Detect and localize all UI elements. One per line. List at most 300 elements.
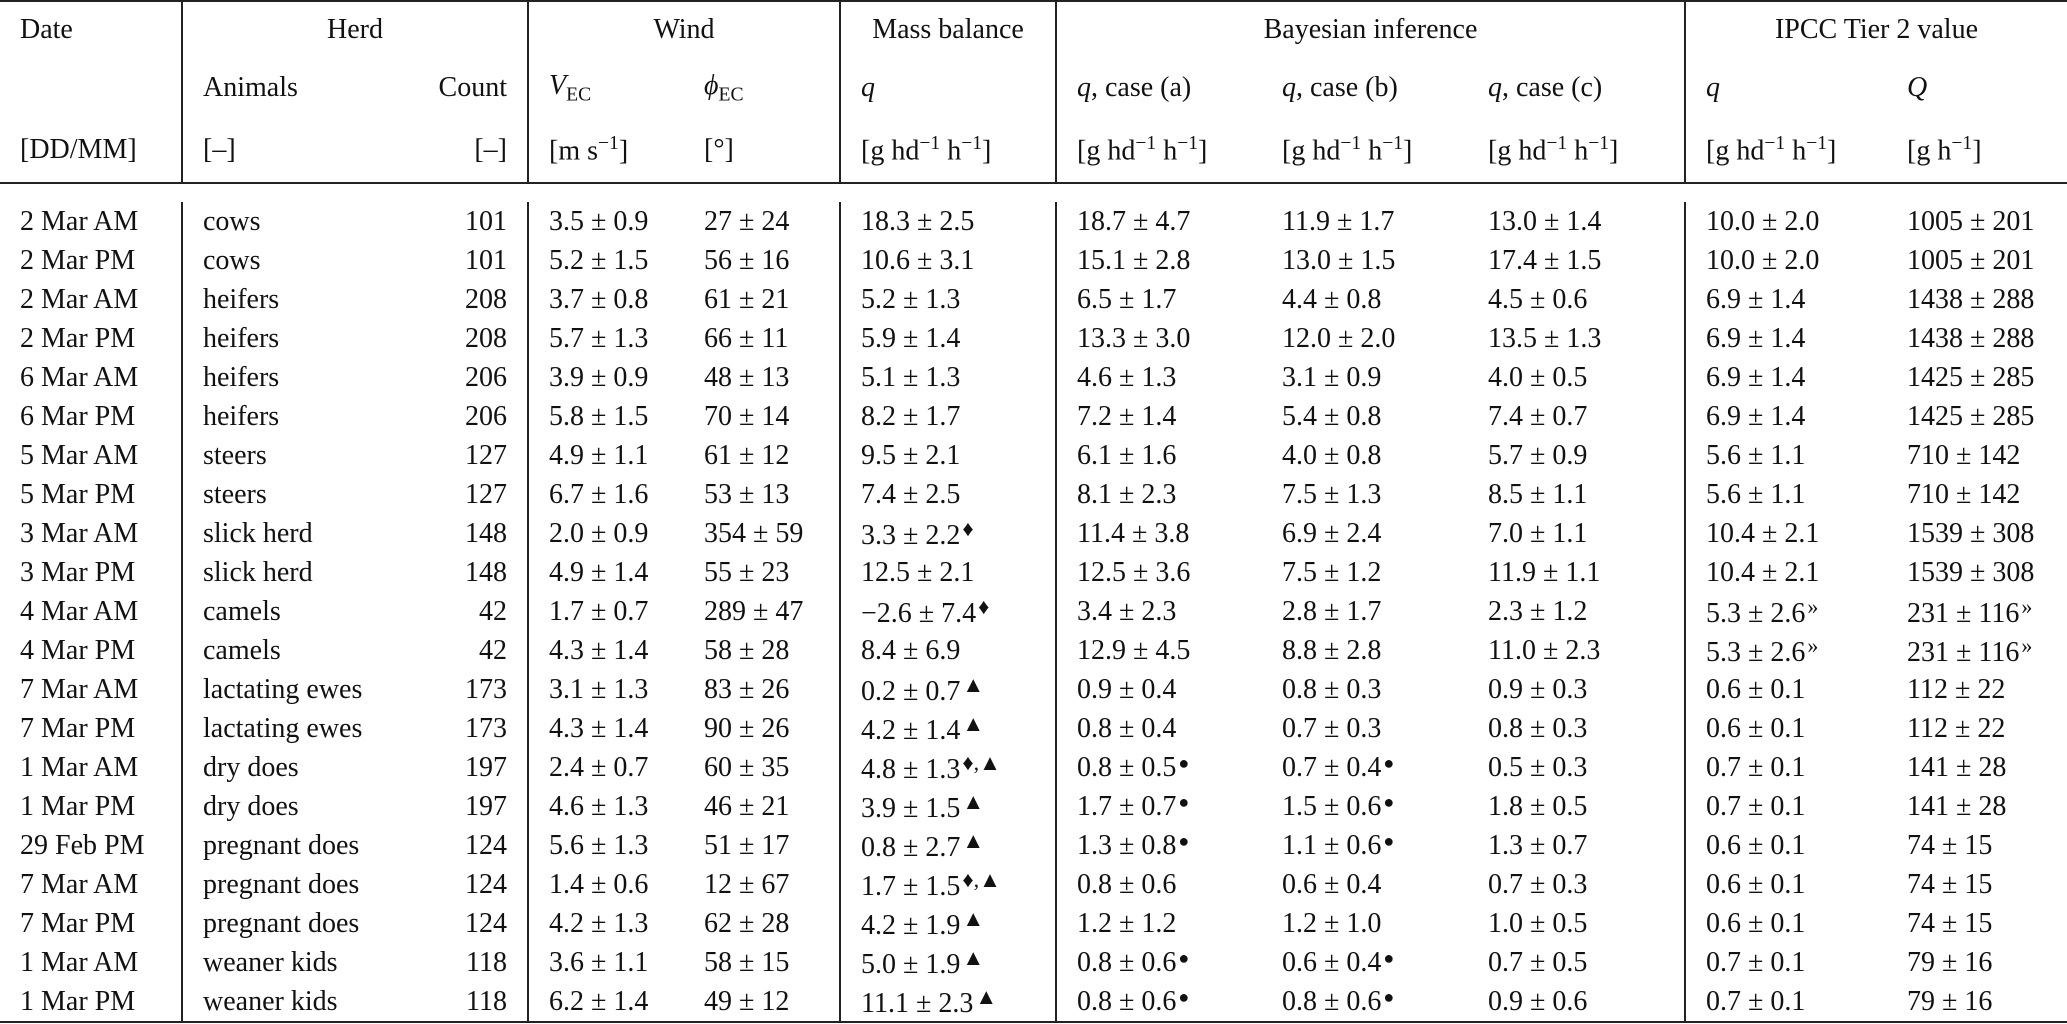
cell-value: 1 Mar PM (20, 985, 136, 1017)
cell-value: 4.4 ± 0.8 (1282, 283, 1382, 315)
cell-Q (1887, 319, 2067, 358)
cell-count (410, 631, 528, 670)
cell-value: 11.9 ± 1.1 (1488, 556, 1601, 588)
cell-value: 6.7 ± 1.6 (549, 478, 649, 510)
cell-phi (684, 436, 840, 475)
cell-q (1685, 280, 1887, 319)
cell-count (410, 397, 528, 436)
cell-value: 12.5 ± 2.1 (861, 556, 975, 588)
cell-c (1468, 826, 1685, 865)
table-row (0, 514, 2067, 553)
cell-count (410, 826, 528, 865)
footnote-mark: ● (1178, 752, 1190, 773)
cell-phi (684, 670, 840, 709)
table-row (0, 280, 2067, 319)
cell-a (1056, 280, 1262, 319)
cell-animals (182, 319, 410, 358)
cell-value: 13.0 ± 1.5 (1282, 244, 1396, 276)
unit-exp: −1 (1177, 132, 1199, 154)
cell-value: 74 ± 15 (1907, 907, 1993, 939)
cell-value: 0.8 ± 0.6 (1077, 985, 1177, 1017)
cell-phi (684, 748, 840, 787)
footnote-mark: ♦,▲ (962, 866, 1001, 892)
cell-Q (1887, 904, 2067, 943)
cell-value: 1438 ± 288 (1907, 322, 2035, 354)
cell-value: 0.7 ± 0.1 (1706, 946, 1806, 978)
table-row (0, 475, 2067, 514)
cell-value: 208 (465, 322, 507, 354)
cell-value: cows (203, 244, 261, 276)
unit-ipcc-q (1685, 118, 1887, 183)
unit-part: [g hd (1706, 135, 1765, 167)
header-mass-balance: Mass balance (840, 2, 1056, 58)
cell-phi (684, 553, 840, 592)
cell-b (1262, 670, 1468, 709)
cell-a (1056, 202, 1262, 241)
cell-value: 2 Mar AM (20, 205, 139, 237)
cell-value: 42 (479, 595, 507, 627)
unit-part: ] (1972, 135, 1982, 167)
cell-mb (840, 631, 1056, 670)
cell-value: 5.0 ± 1.9 (861, 948, 961, 980)
header-count: Count (438, 72, 507, 103)
cell-c (1468, 748, 1685, 787)
cell-value: 141 ± 28 (1907, 751, 2007, 783)
cell-Q (1887, 670, 2067, 709)
cell-count (410, 358, 528, 397)
cell-q (1685, 241, 1887, 280)
cell-value: 4.8 ± 1.3 (861, 753, 961, 785)
cell-value: 3.6 ± 1.1 (549, 946, 649, 978)
cell-c (1468, 202, 1685, 241)
cell-mb (840, 826, 1056, 865)
unit-animals: [–] (182, 118, 410, 183)
unit-exp: −1 (1340, 132, 1362, 154)
cell-value: 0.7 ± 0.4 (1282, 751, 1382, 783)
cell-count (410, 280, 528, 319)
unit-part: ] (982, 135, 992, 167)
cell-date (0, 397, 182, 436)
cell-value: heifers (203, 361, 280, 393)
cell-date (0, 709, 182, 748)
cell-c (1468, 553, 1685, 592)
cell-c (1468, 475, 1685, 514)
cell-b (1262, 904, 1468, 943)
cell-value: 4.9 ± 1.4 (549, 556, 649, 588)
table-row (0, 670, 2067, 709)
cell-v (528, 943, 684, 982)
unit-exp: −1 (1764, 132, 1786, 154)
footnote-mark: ▲ (962, 788, 985, 814)
cell-date (0, 670, 182, 709)
cell-a (1056, 553, 1262, 592)
cell-value: 1539 ± 308 (1907, 517, 2035, 549)
cell-v (528, 631, 684, 670)
cell-animals (182, 748, 410, 787)
cell-value: 6.1 ± 1.6 (1077, 439, 1177, 471)
header-ipcc-Q (1887, 58, 2067, 118)
cell-value: 3.4 ± 2.3 (1077, 595, 1177, 627)
cell-value: 5.7 ± 1.3 (549, 322, 649, 354)
cell-value: camels (203, 634, 281, 666)
cell-a (1056, 670, 1262, 709)
cell-b (1262, 709, 1468, 748)
cell-value: heifers (203, 400, 280, 432)
unit-count: [–] (474, 134, 507, 165)
cell-v (528, 865, 684, 904)
cell-value: 12.9 ± 4.5 (1077, 634, 1191, 666)
unit-ipcc-Q (1887, 118, 2067, 183)
unit-part: [g hd (1077, 135, 1136, 167)
cell-value: weaner kids (203, 985, 338, 1017)
cell-value: 9.5 ± 2.1 (861, 439, 961, 471)
cell-value: 5.3 ± 2.6 (1706, 636, 1806, 668)
cell-a (1056, 397, 1262, 436)
cell-phi (684, 358, 840, 397)
cell-value: 12.5 ± 3.6 (1077, 556, 1191, 588)
cell-date (0, 280, 182, 319)
cell-animals (182, 787, 410, 826)
cell-value: 710 ± 142 (1907, 478, 2021, 510)
cell-value: 29 Feb PM (20, 829, 145, 861)
cell-value: 7.4 ± 0.7 (1488, 400, 1588, 432)
unit-part: h (1361, 135, 1383, 167)
unit-part: ] (1609, 135, 1619, 167)
cell-value: 6 Mar PM (20, 400, 136, 432)
Q-symbol: Q (1907, 72, 1928, 103)
cell-date (0, 358, 182, 397)
cell-value: 206 (465, 400, 507, 432)
cell-value: 354 ± 59 (704, 517, 804, 549)
cell-value: 4.2 ± 1.4 (861, 714, 961, 746)
cell-count (410, 709, 528, 748)
table-row (0, 982, 2067, 1022)
cell-value: 197 (465, 790, 507, 822)
cell-value: 62 ± 28 (704, 907, 790, 939)
unit-part: ] (1403, 135, 1413, 167)
cell-value: 11.1 ± 2.3 (861, 987, 974, 1019)
unit-part: [g hd (1282, 135, 1341, 167)
cell-value: 3 Mar AM (20, 517, 139, 549)
table-row (0, 865, 2067, 904)
cell-date (0, 982, 182, 1022)
v-symbol: V (549, 69, 567, 101)
cell-mb (840, 475, 1056, 514)
cell-b (1262, 943, 1468, 982)
cell-value: 1 Mar AM (20, 751, 139, 783)
cell-value: 0.9 ± 0.6 (1488, 985, 1588, 1017)
cell-Q (1887, 436, 2067, 475)
cell-value: 56 ± 16 (704, 244, 790, 276)
cell-value: 5.6 ± 1.3 (549, 829, 649, 861)
cell-value: 61 ± 12 (704, 439, 790, 471)
footnote-mark: ● (1178, 947, 1190, 968)
cell-value: 101 (465, 244, 507, 276)
case-c-label: , case (c) (1502, 72, 1603, 103)
cell-a (1056, 904, 1262, 943)
cell-a (1056, 475, 1262, 514)
cell-a (1056, 592, 1262, 631)
cell-value: 1.2 ± 1.0 (1282, 907, 1382, 939)
cell-value: 1.3 ± 0.7 (1488, 829, 1588, 861)
cell-phi (684, 397, 840, 436)
cell-value: 3.7 ± 0.8 (549, 283, 649, 315)
cell-value: 11.0 ± 2.3 (1488, 634, 1601, 666)
footnote-mark: ▲ (962, 905, 985, 931)
cell-value: 61 ± 21 (704, 283, 790, 315)
cell-count (410, 553, 528, 592)
cell-value: 17.4 ± 1.5 (1488, 244, 1602, 276)
header-case-a (1056, 58, 1262, 118)
cell-mb (840, 982, 1056, 1022)
cell-value: 2.4 ± 0.7 (549, 751, 649, 783)
table-row (0, 553, 2067, 592)
cell-value: 2 Mar PM (20, 244, 136, 276)
cell-value: 0.8 ± 0.6 (1077, 946, 1177, 978)
cell-count (410, 943, 528, 982)
cell-b (1262, 475, 1468, 514)
cell-b (1262, 202, 1468, 241)
cell-b (1262, 982, 1468, 1022)
header-ipcc: IPCC Tier 2 value (1685, 2, 2067, 58)
cell-value: 4.5 ± 0.6 (1488, 283, 1588, 315)
footnote-mark: ▲ (962, 827, 985, 853)
cell-value: 60 ± 35 (704, 751, 790, 783)
cell-b (1262, 553, 1468, 592)
cell-value: 1005 ± 201 (1907, 205, 2035, 237)
cell-value: 2.0 ± 0.9 (549, 517, 649, 549)
cell-Q (1887, 982, 2067, 1022)
cell-animals (182, 436, 410, 475)
cell-value: 2 Mar PM (20, 322, 136, 354)
cell-animals (182, 709, 410, 748)
q-symbol: q (1077, 72, 1091, 103)
table-row (0, 358, 2067, 397)
cell-value: 4.2 ± 1.9 (861, 909, 961, 941)
unit-exp: −1 (1135, 132, 1157, 154)
cell-value: 3.3 ± 2.2 (861, 519, 961, 551)
cell-value: dry does (203, 790, 299, 822)
cell-c (1468, 358, 1685, 397)
cell-q (1685, 865, 1887, 904)
cell-value: 6.9 ± 2.4 (1282, 517, 1382, 549)
footnote-mark: ● (1178, 791, 1190, 812)
cell-b (1262, 319, 1468, 358)
cell-value: 5.2 ± 1.3 (861, 283, 961, 315)
cell-b (1262, 436, 1468, 475)
cell-value: 2.8 ± 1.7 (1282, 595, 1382, 627)
cell-value: 112 ± 22 (1907, 673, 2006, 705)
cell-q (1685, 709, 1887, 748)
table-row (0, 943, 2067, 982)
cell-v (528, 358, 684, 397)
cell-a (1056, 319, 1262, 358)
cell-mb (840, 241, 1056, 280)
cell-value: 0.7 ± 0.3 (1282, 712, 1382, 744)
cell-value: 5.1 ± 1.3 (861, 361, 961, 393)
cell-b (1262, 514, 1468, 553)
cell-v (528, 436, 684, 475)
cell-value: 7 Mar PM (20, 907, 136, 939)
header-wind: Wind (528, 2, 840, 58)
cell-date (0, 514, 182, 553)
cell-count (410, 241, 528, 280)
cell-value: 18.3 ± 2.5 (861, 205, 975, 237)
cell-value: 1.7 ± 1.5 (861, 870, 961, 902)
cell-date (0, 475, 182, 514)
cell-animals (182, 514, 410, 553)
cell-value: slick herd (203, 556, 313, 588)
cell-value: 0.8 ± 0.3 (1282, 673, 1382, 705)
cell-c (1468, 280, 1685, 319)
cell-q (1685, 592, 1887, 631)
cell-value: 6.9 ± 1.4 (1706, 322, 1806, 354)
cell-value: 118 (466, 985, 507, 1017)
table-row (0, 748, 2067, 787)
header-sub-row (0, 58, 2067, 118)
cell-v (528, 397, 684, 436)
cell-value: 0.6 ± 0.4 (1282, 946, 1382, 978)
cell-value: 148 (465, 556, 507, 588)
cell-value: 0.8 ± 2.7 (861, 831, 961, 863)
cell-value: 11.9 ± 1.7 (1282, 205, 1395, 237)
unit-date: [DD/MM] (20, 134, 137, 165)
cell-mb (840, 202, 1056, 241)
cell-v (528, 670, 684, 709)
cell-value: 13.0 ± 1.4 (1488, 205, 1602, 237)
cell-c (1468, 241, 1685, 280)
cell-c (1468, 943, 1685, 982)
cell-count (410, 514, 528, 553)
cell-value: 148 (465, 517, 507, 549)
header-v-ec (528, 58, 684, 118)
cell-value: 127 (465, 478, 507, 510)
cell-q (1685, 553, 1887, 592)
header-ipcc-q (1685, 58, 1887, 118)
footnote-mark: ♦ (978, 593, 990, 619)
cell-q (1685, 748, 1887, 787)
cell-value: 710 ± 142 (1907, 439, 2021, 471)
header-herd: Herd (182, 2, 528, 58)
cell-animals (182, 202, 410, 241)
cell-animals (182, 943, 410, 982)
cell-value: 0.7 ± 0.1 (1706, 751, 1806, 783)
cell-b (1262, 865, 1468, 904)
unit-exp: −1 (961, 132, 983, 154)
cell-c (1468, 709, 1685, 748)
cell-value: 10.0 ± 2.0 (1706, 205, 1820, 237)
cell-q (1685, 670, 1887, 709)
cell-value: 197 (465, 751, 507, 783)
cell-value: 1.8 ± 0.5 (1488, 790, 1588, 822)
cell-animals (182, 631, 410, 670)
cell-value: dry does (203, 751, 299, 783)
cell-mb (840, 514, 1056, 553)
cell-b (1262, 241, 1468, 280)
cell-c (1468, 397, 1685, 436)
cell-a (1056, 358, 1262, 397)
cell-value: 0.2 ± 0.7 (861, 675, 961, 707)
cell-value: 7.5 ± 1.3 (1282, 478, 1382, 510)
table-row (0, 826, 2067, 865)
header-animals: Animals (182, 58, 410, 118)
cell-animals (182, 475, 410, 514)
cell-value: 42 (479, 634, 507, 666)
cell-mb (840, 592, 1056, 631)
table-row (0, 709, 2067, 748)
cell-value: 124 (465, 907, 507, 939)
cell-value: 83 ± 26 (704, 673, 790, 705)
cell-mb (840, 787, 1056, 826)
unit-v (528, 118, 684, 183)
table-row (0, 436, 2067, 475)
cell-v (528, 709, 684, 748)
cell-mb (840, 358, 1056, 397)
cell-value: 5.6 ± 1.1 (1706, 439, 1806, 471)
footnote-mark: » (2021, 593, 2033, 619)
cell-c (1468, 592, 1685, 631)
cell-value: 0.6 ± 0.1 (1706, 868, 1806, 900)
cell-mb (840, 436, 1056, 475)
footnote-mark: ● (1178, 830, 1190, 851)
cell-value: 3.9 ± 1.5 (861, 792, 961, 824)
cell-value: 6.5 ± 1.7 (1077, 283, 1177, 315)
cell-value: lactating ewes (203, 712, 363, 744)
cell-value: 0.6 ± 0.4 (1282, 868, 1382, 900)
footnote-mark: ● (1383, 752, 1395, 773)
cell-count (410, 904, 528, 943)
cell-a (1056, 787, 1262, 826)
cell-value: weaner kids (203, 946, 338, 978)
cell-v (528, 241, 684, 280)
cell-value: 1438 ± 288 (1907, 283, 2035, 315)
cell-date (0, 787, 182, 826)
unit-exp: −1 (1546, 132, 1568, 154)
cell-mb (840, 709, 1056, 748)
cell-value: 7 Mar AM (20, 673, 139, 705)
footnote-mark: » (1807, 593, 1819, 619)
cell-q (1685, 319, 1887, 358)
cell-value: 3 Mar PM (20, 556, 136, 588)
unit-exp: −1 (919, 132, 941, 154)
footnote-mark: ▲ (962, 671, 985, 697)
case-a-label: , case (a) (1091, 72, 1192, 103)
footnote-mark: ● (1383, 791, 1395, 812)
cell-value: pregnant does (203, 829, 360, 861)
cell-value: 4.3 ± 1.4 (549, 634, 649, 666)
cell-b (1262, 358, 1468, 397)
cell-date (0, 202, 182, 241)
cell-phi (684, 280, 840, 319)
cell-value: 79 ± 16 (1907, 985, 1993, 1017)
cell-value: 6.9 ± 1.4 (1706, 361, 1806, 393)
cell-count (410, 202, 528, 241)
cell-value: 8.8 ± 2.8 (1282, 634, 1382, 666)
cell-value: 7.4 ± 2.5 (861, 478, 961, 510)
cell-value: 1.3 ± 0.8 (1077, 829, 1177, 861)
cell-animals (182, 553, 410, 592)
cell-Q (1887, 709, 2067, 748)
cell-value: 6.2 ± 1.4 (549, 985, 649, 1017)
unit-part: h (1785, 135, 1807, 167)
cell-value: heifers (203, 322, 280, 354)
cell-mb (840, 865, 1056, 904)
cell-value: 10.4 ± 2.1 (1706, 517, 1820, 549)
cell-value: steers (203, 439, 267, 471)
cell-value: 124 (465, 868, 507, 900)
cell-date (0, 553, 182, 592)
cell-value: 0.7 ± 0.3 (1488, 868, 1588, 900)
